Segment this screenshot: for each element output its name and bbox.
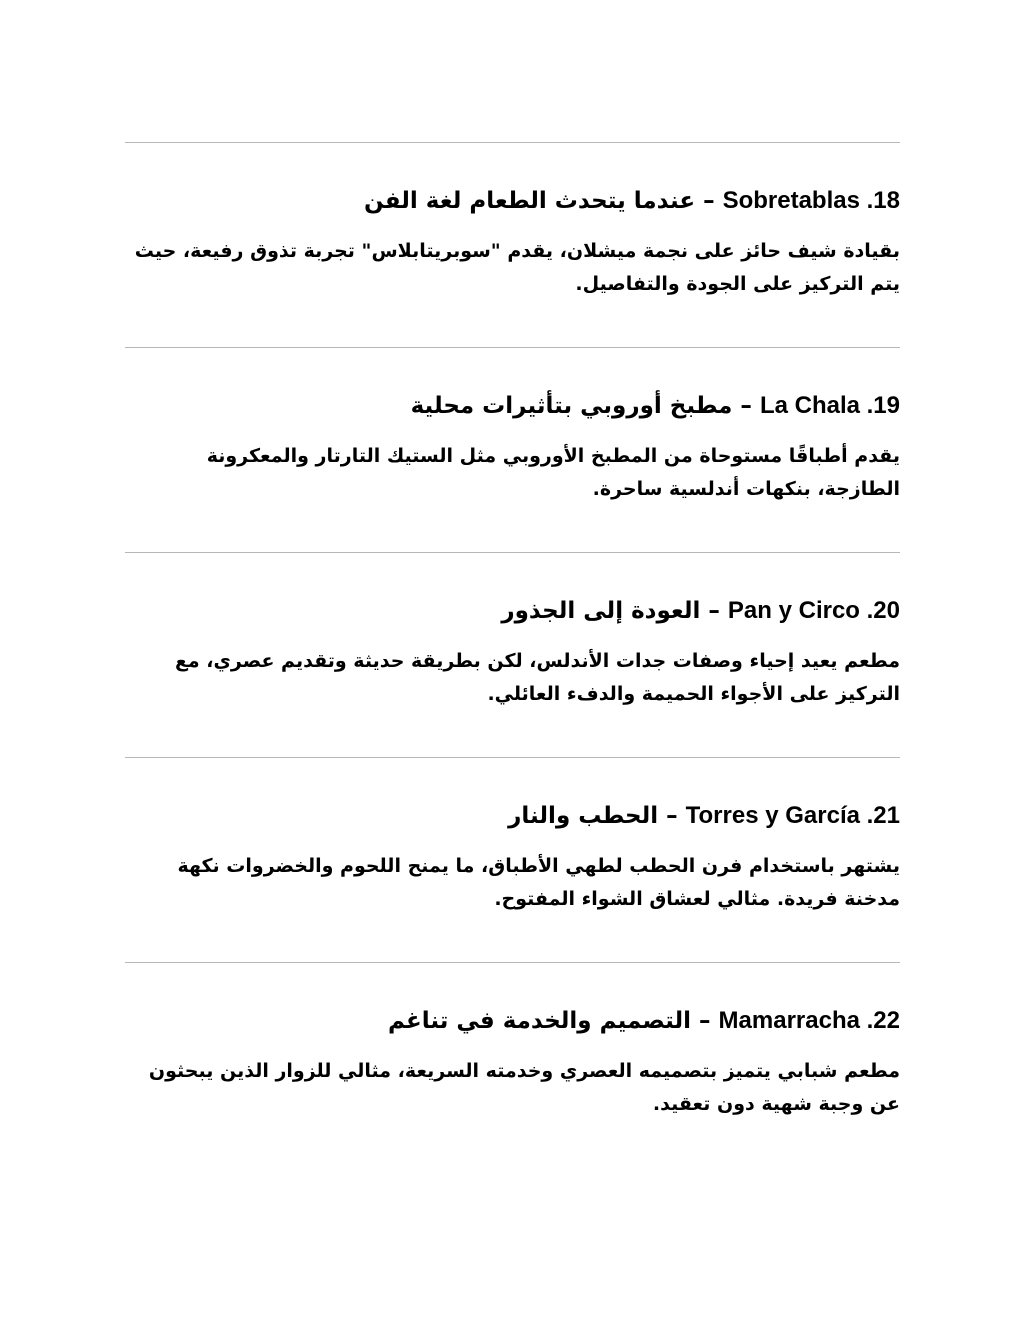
entry-content bbox=[125, 758, 900, 962]
entry-content bbox=[125, 553, 900, 757]
entry-content bbox=[125, 348, 900, 552]
entry-subtitle: عندما يتحدث الطعام لغة الفن bbox=[364, 188, 696, 214]
restaurant-entry bbox=[125, 347, 900, 552]
restaurant-entry bbox=[125, 962, 900, 1167]
entry-subtitle: التصميم والخدمة في تناغم bbox=[387, 1008, 692, 1034]
entry-number-name: Pan y Circo .20 bbox=[727, 597, 900, 624]
entry-content bbox=[125, 963, 900, 1167]
entry-description: مطعم شبابي يتميز بتصميمه العصري وخدمته السريعة، مثالي للزوار الذين يبحثون عن وجبة شهية دون تعقيد. bbox=[148, 1060, 900, 1115]
entry-content bbox=[125, 143, 900, 347]
entry-subtitle: العودة إلى الجذور bbox=[501, 598, 701, 624]
entry-heading bbox=[125, 185, 900, 217]
entry-description: بقيادة شيف حائز على نجمة ميشلان، يقدم "سوبريتابلاس" تجربة تذوق رفيعة، حيث يتم التركيز على الجودة والتفاصيل. bbox=[134, 240, 900, 295]
entry-description: يشتهر باستخدام فرن الحطب لطهي الأطباق، ما يمنح اللحوم والخضروات نكهة مدخنة فريدة. مثالي لعشاق الشواء المفتوح. bbox=[177, 855, 900, 910]
entry-dash: – bbox=[740, 393, 752, 419]
entry-heading bbox=[125, 595, 900, 627]
entry-number-name: La Chala .19 bbox=[759, 392, 900, 419]
entry-heading bbox=[125, 800, 900, 832]
restaurant-entry bbox=[125, 757, 900, 962]
entry-number-name: Torres y García .21 bbox=[685, 802, 900, 829]
entry-dash: – bbox=[666, 803, 678, 829]
entry-subtitle: الحطب والنار bbox=[508, 803, 659, 829]
entry-subtitle: مطبخ أوروبي بتأثيرات محلية bbox=[410, 393, 733, 419]
restaurant-entry bbox=[125, 142, 900, 347]
entry-heading bbox=[125, 390, 900, 422]
entry-description: مطعم يعيد إحياء وصفات جدات الأندلس، لكن بطريقة حديثة وتقديم عصري، مع التركيز على الأجواء الحميمة والدفء العائلي. bbox=[174, 650, 900, 705]
entry-dash: – bbox=[699, 1008, 711, 1034]
restaurant-entry bbox=[125, 552, 900, 757]
entry-dash: – bbox=[703, 188, 715, 214]
entry-number-name: Sobretablas .18 bbox=[722, 187, 900, 214]
entry-description: يقدم أطباقًا مستوحاة من المطبخ الأوروبي مثل الستيك التارتار والمعكرونة الطازجة، بنكهات أندلسية ساحرة. bbox=[206, 445, 900, 500]
entry-number-name: Mamarracha .22 bbox=[718, 1007, 900, 1034]
entry-heading bbox=[125, 1005, 900, 1037]
document-page bbox=[125, 142, 900, 1167]
entry-dash: – bbox=[708, 598, 720, 624]
